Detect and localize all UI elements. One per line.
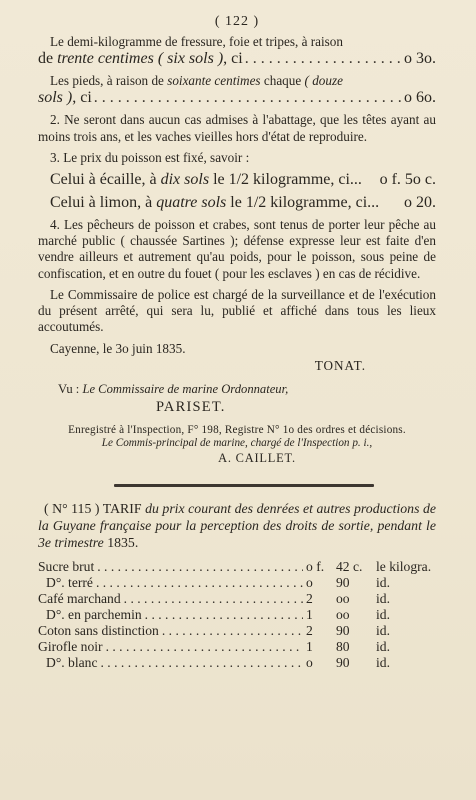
vu-signer-name: PARISET. [156, 399, 226, 416]
leader-dots [101, 655, 304, 671]
vu-line: Vu : Le Commissaire de marine Ordonnateur, [58, 382, 289, 397]
leader-dots [245, 50, 402, 68]
ecaille-amount: o f. 5o c. [379, 171, 436, 189]
date-line: Cayenne, le 3o juin 1835. [50, 341, 186, 357]
pieds-price-line: sols ), ci . . . o 6o. [38, 89, 436, 107]
article-4: 4. Les pêcheurs de poisson et crabes, sont tenus de porter leur pêche au marché public ( chaussée Sartines ); défense expresse leur est faite d'en vendre ailleurs et autrement qu'au poids, pour le poisson, sous peine de confiscation, et en outre du fouet ( pour les esclaves ) en cas de récidive. [38, 217, 436, 281]
table-row: D°. blanc . . . o 90 id. [38, 655, 436, 671]
leader-dots [145, 607, 303, 623]
table-row: D°. en parchemin . . . 1 oo id. [38, 607, 436, 623]
registration-commis: Le Commis-principal de marine, chargé de l'Inspection p. i., [101, 437, 373, 450]
table-row: Girofle noir . . . 1 80 id. [38, 639, 436, 655]
fish-limon-line: Celui à limon, à quatre sols le 1/2 kilogramme, ci... o 20. [50, 194, 436, 212]
table-row: Café marchand . . . 2 oo id. [38, 591, 436, 607]
fressure-text: de [38, 50, 58, 68]
leader-dots [97, 559, 303, 575]
fressure-rate: trente centimes ( six sols ) [57, 50, 224, 68]
fressure-ci: , ci [223, 50, 243, 68]
leader-dots [106, 639, 303, 655]
commissaire-paragraph: Le Commissaire de police est chargé de la surveillance et de l'exécution du présent arrêté, qui sera lu, publié et affiché dans tous les lieux accoutumés. [38, 286, 436, 335]
fressure-amount: o 3o. [404, 50, 436, 68]
table-row: Sucre brut . . . o f. 42 c. le kilogra. [38, 559, 436, 575]
fish-ecaille-line: Celui à écaille, à dix sols le 1/2 kilogramme, ci... o f. 5o c. [50, 171, 436, 189]
article-3: 3. Le prix du poisson est fixé, savoir : [50, 149, 250, 165]
table-row: Coton sans distinction . . . 2 90 id. [38, 623, 436, 639]
pieds-line-1: Les pieds, à raison de soixante centimes chaque ( douze [50, 73, 343, 89]
registration-line: Enregistré à l'Inspection, F° 198, Registre N° 1o des ordres et décisions. [68, 424, 406, 437]
limon-amount: o 20. [404, 194, 436, 212]
fressure-price-line [38, 50, 436, 68]
pieds-amount: o 6o. [404, 89, 436, 107]
leader-dots [124, 591, 303, 607]
leader-dots [96, 575, 303, 591]
page-number: ( 122 ) [214, 14, 260, 29]
tariff-table [38, 559, 436, 671]
fressure-line-1: Le demi-kilogramme de fressure, foie et tripes, à raison [50, 34, 343, 49]
leader-dots [94, 89, 402, 107]
tarif-heading: ( N° 115 ) TARIF du prix courant des denrées et autres productions de la Guyane française pour la perception des droits de sortie, pendant le 3e trimestre 1835. [38, 501, 437, 550]
table-row: D°. terré . . . o 90 id. [38, 575, 436, 591]
signer-name: TONAT. [314, 358, 366, 374]
section-divider [114, 484, 374, 487]
leader-dots [162, 623, 303, 639]
registration-signer: A. CAILLET. [218, 451, 296, 466]
article-2: 2. Ne seront dans aucun cas admises à l'abattage, que les têtes ayant au moins trois ans, et les vaches vieilles hors d'état de reproduire. [38, 112, 436, 144]
